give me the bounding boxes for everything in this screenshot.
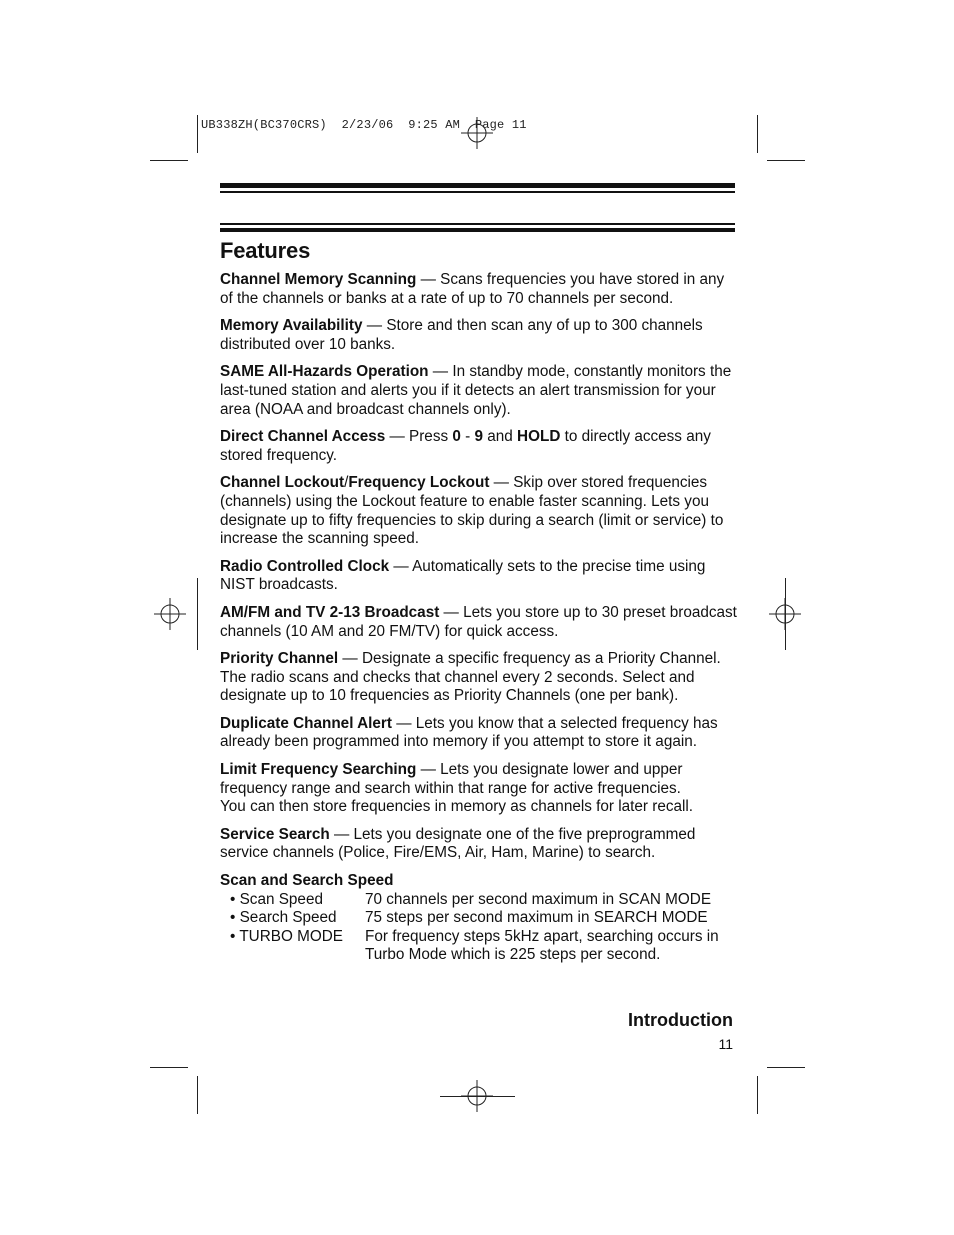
feature-channel-memory-scanning: Channel Memory Scanning — Scans frequencies you have stored in any of the channels or banks at a rate of up to 70 channels per second. — [220, 271, 725, 307]
speed-row-scan: • Scan Speed 70 channels per second maximum in SCAN MODE — [230, 890, 712, 908]
page-title: Features — [220, 238, 311, 263]
feature-memory-availability: Memory Availability — Store and then scan any of up to 300 channels distributed over 10 banks. — [220, 317, 703, 353]
crop-mark-top-right-h — [767, 160, 805, 161]
page-number: 11 — [718, 1036, 733, 1052]
feature-limit-frequency-searching: Limit Frequency Searching — Lets you designate lower and upper frequency range and search within that range for active frequencies. You can then store frequencies in memory as channels for later recall. — [220, 761, 694, 816]
speed-row-turbo: • TURBO MODE For frequency steps 5kHz apart, searching occurs in Turbo Mode which is 225 steps per second. — [230, 927, 719, 964]
registration-mark-top-icon — [461, 117, 493, 149]
feature-service-search: Service Search — Lets you designate one of the five preprogrammed service channels (Police, Fire/EMS, Air, Ham, Marine) to search. — [220, 825, 696, 862]
crop-mark-top-right-v — [757, 115, 758, 153]
feature-am-fm-tv-broadcast: AM/FM and TV 2-13 Broadcast — Lets you store up to 30 preset broadcast channels (10 AM and 20 FM/TV) for quick access. — [220, 603, 737, 640]
printer-slug: UB338ZH(BC370CRS) 2/23/06 9:25 AM Page 11 — [201, 118, 527, 132]
header-rule-bottom-thick — [220, 228, 735, 232]
speed-row-search: • Search Speed 75 steps per second maximum in SEARCH MODE — [230, 909, 708, 927]
feature-direct-channel-access: Direct Channel Access — Press 0 - 9 and HOLD to directly access any stored frequency. — [220, 428, 711, 464]
crop-mark-top-left-v — [197, 115, 198, 153]
header-rule-top-thin — [220, 191, 735, 193]
feature-radio-controlled-clock: Radio Controlled Clock — Automatically sets to the precise time using NIST broadcasts. — [220, 557, 706, 594]
section-name: Introduction — [628, 1010, 733, 1030]
registration-line-bottom — [440, 1096, 515, 1097]
crop-mark-bottom-right-v — [757, 1076, 758, 1114]
scan-search-speed — [220, 872, 738, 965]
registration-line-right — [785, 578, 786, 650]
crop-mark-bottom-left-h — [150, 1067, 188, 1068]
crop-mark-bottom-right-h — [767, 1067, 805, 1068]
registration-line-left — [197, 578, 198, 650]
registration-mark-left-icon — [154, 598, 186, 630]
features-list — [220, 271, 738, 965]
header-rule-bottom-thin — [220, 223, 735, 225]
feature-priority-channel: Priority Channel — Designate a specific frequency as a Priority Channel. The radio scans and checks that channel every 2 seconds. Select and designate up to 10 frequencies as Priority Channels (one per bank). — [220, 650, 721, 705]
crop-mark-bottom-left-v — [197, 1076, 198, 1114]
feature-same-all-hazards: SAME All-Hazards Operation — In standby mode, constantly monitors the last-tuned station and alerts you if it detects an alert transmission for your area (NOAA and broadcast channels only). — [220, 363, 732, 418]
header-rule-top-thick — [220, 183, 735, 188]
feature-duplicate-channel-alert: Duplicate Channel Alert — Lets you know that a selected frequency has already been programmed into memory if you attempt to store it again. — [220, 714, 718, 751]
scan-search-speed-heading: Scan and Search Speed — [220, 872, 394, 890]
feature-channel-lockout: Channel Lockout/Frequency Lockout — Skip over stored frequencies (channels) using the Lockout feature to enable faster scanning. Lets you designate up to fifty frequencies to skip during a search (limit or service) to increase the scanning speed. — [220, 474, 724, 548]
crop-mark-top-left-h — [150, 160, 188, 161]
